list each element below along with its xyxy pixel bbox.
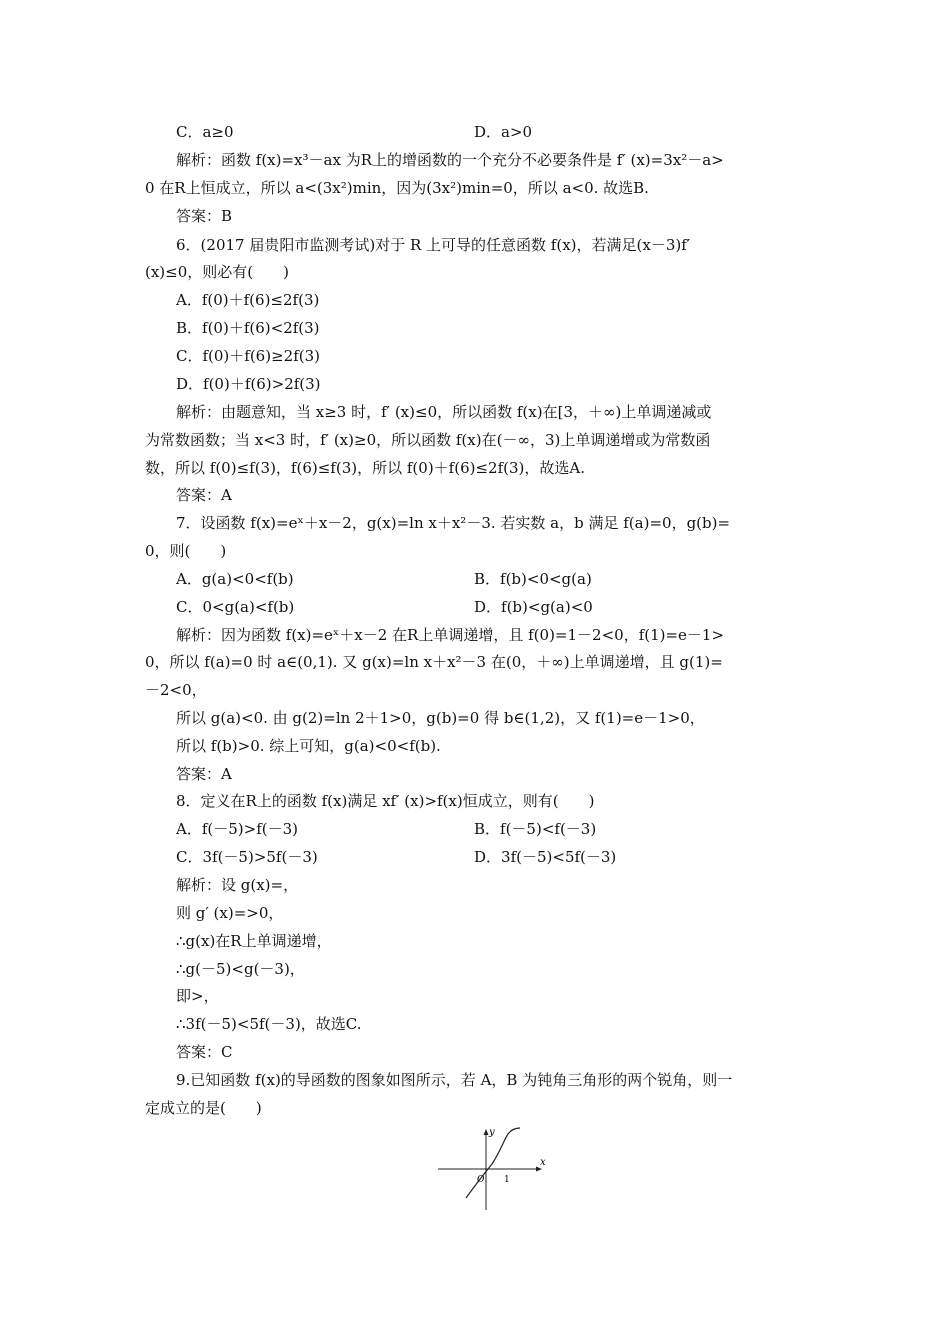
tick-label-one: 1 <box>504 1175 510 1185</box>
y-axis-arrow <box>484 1129 489 1135</box>
q7-option-a: A．g(a)<0<f(b) <box>176 570 294 588</box>
q6-option-c: C．f(0)＋f(6)≥2f(3) <box>176 347 320 365</box>
q6-option-a: A．f(0)＋f(6)≤2f(3) <box>176 291 320 309</box>
q6-option-d: D．f(0)＋f(6)>2f(3) <box>176 375 321 393</box>
q6-stem-line-1: 6．(2017 届贵阳市监测考试)对于 R 上可导的任意函数 f(x)，若满足(x－3)f′ <box>176 236 691 254</box>
q5-solution-line-1: 解析：函数 f(x)=x³－ax 为R上的增函数的一个充分不必要条件是 f′ (x)=3x²－a> <box>176 151 724 169</box>
q7-solution-line-3: －2<0， <box>145 681 207 699</box>
q6-solution-line-1: 解析：由题意知，当 x≥3 时，f′ (x)≤0，所以函数 f(x)在[3，＋∞)上单调递减或 <box>176 403 712 421</box>
q7-solution-line-2: 0，所以 f(a)=0 时 a∈(0,1). 又 g(x)=ln x＋x²－3 在(0，＋∞)上单调递增，且 g(1)= <box>145 653 723 671</box>
q8-option-a: A．f(－5)>f(－3) <box>176 820 298 838</box>
q7-option-c: C．0<g(a)<f(b) <box>176 598 295 616</box>
q7-stem-line-2: 0，则( ) <box>145 542 227 560</box>
q7-stem-line-1: 7．设函数 f(x)=eˣ＋x－2，g(x)=ln x＋x²－3. 若实数 a，b 满足 f(a)=0，g(b)= <box>176 514 731 532</box>
q8-stem: 8．定义在R上的函数 f(x)满足 xf′ (x)>f(x)恒成立，则有( ) <box>176 792 595 810</box>
q5-option-d: D．a>0 <box>474 123 533 141</box>
q8-solution-line-3: ∴g(x)在R上单调递增， <box>176 932 332 950</box>
q8-solution-line-2: 则 g′ (x)=>0， <box>176 904 284 922</box>
q5-answer: 答案：B <box>176 207 233 225</box>
q8-option-d: D．3f(－5)<5f(－3) <box>474 848 617 866</box>
q8-option-b: B．f(－5)<f(－3) <box>474 820 597 838</box>
q6-answer: 答案：A <box>176 486 232 504</box>
q7-solution-line-4: 所以 g(a)<0. 由 g(2)=ln 2＋1>0，g(b)=0 得 b∈(1,2)，又 f(1)=e－1>0， <box>176 709 705 727</box>
q8-solution-line-4: ∴g(－5)<g(－3)， <box>176 960 305 978</box>
q6-option-b: B．f(0)＋f(6)<2f(3) <box>176 319 320 337</box>
q8-option-c: C．3f(－5)>5f(－3) <box>176 848 318 866</box>
q8-solution-line-5: 即>， <box>176 987 219 1005</box>
q8-solution-line-6: ∴3f(－5)<5f(－3)，故选C. <box>176 1015 362 1033</box>
q9-stem-line-2: 定成立的是( ) <box>145 1099 262 1117</box>
derivative-graph-figure <box>430 1122 550 1212</box>
q6-solution-line-2: 为常数函数；当 x<3 时，f′ (x)≥0，所以函数 f(x)在(－∞，3)上单调递增或为常数函 <box>145 431 711 449</box>
q7-solution-line-5: 所以 f(b)>0. 综上可知，g(a)<0<f(b). <box>176 737 441 755</box>
q6-stem-line-2: (x)≤0，则必有( ) <box>145 263 289 281</box>
derivative-curve <box>466 1128 520 1198</box>
q8-solution-line-1: 解析：设 g(x)=， <box>176 876 299 894</box>
q7-option-b: B．f(b)<0<g(a) <box>474 570 592 588</box>
q7-solution-line-1: 解析：因为函数 f(x)=eˣ＋x－2 在R上单调递增，且 f(0)=1－2<0，f(1)=e－1> <box>176 626 725 644</box>
q8-answer: 答案：C <box>176 1043 233 1061</box>
y-axis-label: y <box>489 1127 495 1138</box>
q5-solution-line-2: 0 在R上恒成立，所以 a<(3x²)min，因为(3x²)min=0，所以 a<0. 故选B. <box>145 179 649 197</box>
q6-solution-line-3: 数，所以 f(0)≤f(3)，f(6)≤f(3)，所以 f(0)＋f(6)≤2f(3)，故选A. <box>145 459 585 477</box>
x-axis-label: x <box>540 1157 546 1168</box>
q5-option-c: C．a≥0 <box>176 123 234 141</box>
q7-option-d: D．f(b)<g(a)<0 <box>474 598 593 616</box>
q7-answer: 答案：A <box>176 765 232 783</box>
q9-stem-line-1: 9.已知函数 f(x)的导函数的图象如图所示，若 A，B 为钝角三角形的两个锐角，则一 <box>176 1071 733 1089</box>
origin-label: O <box>477 1175 485 1185</box>
